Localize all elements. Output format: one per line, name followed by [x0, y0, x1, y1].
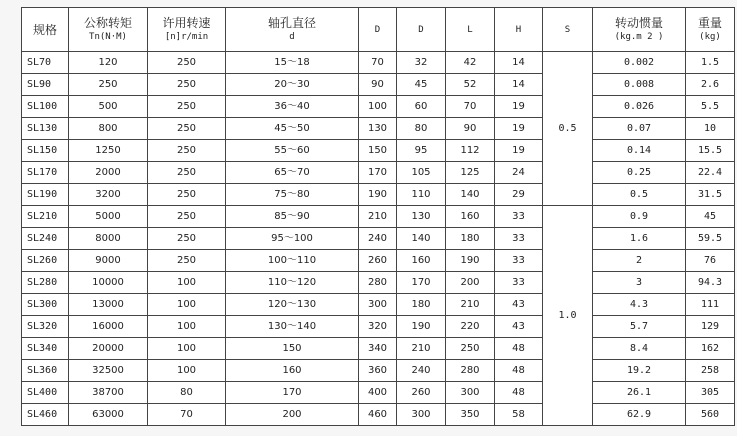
- table-row: [22, 140, 735, 162]
- table-cell: 63000: [69, 404, 148, 426]
- table-cell: 170: [226, 382, 359, 404]
- table-cell: 62.9: [593, 404, 686, 426]
- table-cell: 2: [593, 250, 686, 272]
- table-cell: 300: [359, 294, 397, 316]
- table-cell-model: SL360: [22, 360, 69, 382]
- table-cell-model: SL320: [22, 316, 69, 338]
- table-cell: 52: [446, 74, 495, 96]
- table-cell: 33: [495, 272, 543, 294]
- table-row: [22, 338, 735, 360]
- table-cell: 29: [495, 184, 543, 206]
- table-cell: 95～100: [226, 228, 359, 250]
- table-cell: 130: [359, 118, 397, 140]
- table-body: [22, 52, 735, 426]
- table-row: [22, 74, 735, 96]
- table-cell: 150: [359, 140, 397, 162]
- table-cell: 65～70: [226, 162, 359, 184]
- table-cell: 100: [148, 272, 226, 294]
- table-cell: 55～60: [226, 140, 359, 162]
- table-cell: 31.5: [686, 184, 735, 206]
- table-cell-s-group: 0.5: [543, 52, 593, 206]
- table-cell: 10000: [69, 272, 148, 294]
- table-cell: 4.3: [593, 294, 686, 316]
- table-cell: 1.6: [593, 228, 686, 250]
- spec-table-container: [21, 7, 735, 426]
- table-row: [22, 206, 735, 228]
- table-cell: 105: [397, 162, 446, 184]
- table-cell: 60: [397, 96, 446, 118]
- table-cell-model: SL300: [22, 294, 69, 316]
- table-cell: 560: [686, 404, 735, 426]
- column-header: [22, 8, 69, 52]
- table-cell: 15.5: [686, 140, 735, 162]
- table-cell: 5000: [69, 206, 148, 228]
- table-cell: 250: [148, 140, 226, 162]
- column-header: [397, 8, 446, 52]
- table-cell: 250: [69, 74, 148, 96]
- table-cell: 5.7: [593, 316, 686, 338]
- column-header-unit: (kg): [699, 32, 721, 42]
- table-cell: 160: [397, 250, 446, 272]
- table-cell: 95: [397, 140, 446, 162]
- table-cell: 250: [148, 52, 226, 74]
- table-cell: 140: [446, 184, 495, 206]
- table-cell: 210: [446, 294, 495, 316]
- table-cell: 2000: [69, 162, 148, 184]
- table-row: [22, 382, 735, 404]
- table-cell: 90: [446, 118, 495, 140]
- table-cell: 94.3: [686, 272, 735, 294]
- table-cell: 250: [148, 96, 226, 118]
- table-cell-model: SL90: [22, 74, 69, 96]
- table-cell: 42: [446, 52, 495, 74]
- table-cell: 16000: [69, 316, 148, 338]
- table-cell: 3: [593, 272, 686, 294]
- table-cell: 250: [148, 250, 226, 272]
- table-cell: 0.25: [593, 162, 686, 184]
- table-row: [22, 272, 735, 294]
- table-cell: 170: [359, 162, 397, 184]
- table-cell: 150: [226, 338, 359, 360]
- table-cell: 100: [148, 316, 226, 338]
- table-cell: 250: [148, 206, 226, 228]
- table-cell: 75～80: [226, 184, 359, 206]
- table-cell-model: SL240: [22, 228, 69, 250]
- table-cell: 33: [495, 228, 543, 250]
- table-cell: 280: [359, 272, 397, 294]
- table-row: [22, 96, 735, 118]
- table-cell: 190: [446, 250, 495, 272]
- table-cell: 210: [397, 338, 446, 360]
- table-cell: 180: [397, 294, 446, 316]
- table-cell: 36～40: [226, 96, 359, 118]
- table-cell: 280: [446, 360, 495, 382]
- table-cell-model: SL460: [22, 404, 69, 426]
- table-cell: 8000: [69, 228, 148, 250]
- table-cell: 0.002: [593, 52, 686, 74]
- table-cell: 70: [446, 96, 495, 118]
- table-cell: 400: [359, 382, 397, 404]
- column-header-title: D: [374, 24, 381, 35]
- column-header: [495, 8, 543, 52]
- table-cell: 162: [686, 338, 735, 360]
- table-cell: 250: [148, 228, 226, 250]
- table-cell: 85～90: [226, 206, 359, 228]
- table-row: [22, 162, 735, 184]
- table-cell: 80: [148, 382, 226, 404]
- table-cell: 120～130: [226, 294, 359, 316]
- table-cell: 13000: [69, 294, 148, 316]
- table-row: [22, 250, 735, 272]
- table-cell: 0.07: [593, 118, 686, 140]
- table-cell-model: SL400: [22, 382, 69, 404]
- table-row: [22, 294, 735, 316]
- table-cell: 250: [446, 338, 495, 360]
- table-row: [22, 360, 735, 382]
- table-cell: 45～50: [226, 118, 359, 140]
- table-cell-model: SL150: [22, 140, 69, 162]
- table-cell: 100～110: [226, 250, 359, 272]
- table-cell: 250: [148, 184, 226, 206]
- table-cell: 3200: [69, 184, 148, 206]
- table-cell: 200: [226, 404, 359, 426]
- table-cell: 43: [495, 316, 543, 338]
- table-row: [22, 404, 735, 426]
- table-cell: 0.5: [593, 184, 686, 206]
- table-cell: 15～18: [226, 52, 359, 74]
- table-cell: 19: [495, 118, 543, 140]
- table-cell: 2.6: [686, 74, 735, 96]
- column-header-title: 轴孔直径: [267, 16, 316, 30]
- column-header: [226, 8, 359, 52]
- table-cell: 26.1: [593, 382, 686, 404]
- table-cell: 100: [148, 338, 226, 360]
- table-cell: 14: [495, 52, 543, 74]
- table-cell: 190: [397, 316, 446, 338]
- column-header: [359, 8, 397, 52]
- table-cell: 120: [69, 52, 148, 74]
- column-header-title: D: [418, 24, 424, 35]
- table-cell: 10: [686, 118, 735, 140]
- column-header-unit: d: [289, 32, 295, 42]
- table-cell-model: SL100: [22, 96, 69, 118]
- column-header-title: L: [467, 24, 473, 35]
- table-cell-model: SL170: [22, 162, 69, 184]
- table-cell: 76: [686, 250, 735, 272]
- table-cell-model: SL210: [22, 206, 69, 228]
- table-cell: 305: [686, 382, 735, 404]
- table-cell: 250: [148, 118, 226, 140]
- table-cell: 220: [446, 316, 495, 338]
- table-cell: 100: [148, 294, 226, 316]
- table-cell: 70: [359, 52, 397, 74]
- column-header-title: 公称转矩: [83, 16, 132, 30]
- column-header-unit: (kg.m 2 ): [614, 32, 664, 42]
- table-cell: 5.5: [686, 96, 735, 118]
- table-cell: 300: [397, 404, 446, 426]
- table-cell: 110: [397, 184, 446, 206]
- table-cell: 300: [446, 382, 495, 404]
- table-cell-model: SL190: [22, 184, 69, 206]
- table-cell: 20～30: [226, 74, 359, 96]
- table-row: [22, 184, 735, 206]
- table-cell: 8.4: [593, 338, 686, 360]
- table-cell: 160: [446, 206, 495, 228]
- column-header-unit: Tn(N·M): [89, 32, 127, 42]
- table-cell: 250: [148, 74, 226, 96]
- table-cell: 33: [495, 206, 543, 228]
- table-cell: 200: [446, 272, 495, 294]
- table-cell-model: SL340: [22, 338, 69, 360]
- table-cell: 360: [359, 360, 397, 382]
- column-header-title: H: [515, 24, 522, 35]
- table-cell: 350: [446, 404, 495, 426]
- table-cell: 110～120: [226, 272, 359, 294]
- table-cell: 100: [148, 360, 226, 382]
- table-cell: 9000: [69, 250, 148, 272]
- table-cell-model: SL280: [22, 272, 69, 294]
- column-header: [593, 8, 686, 52]
- table-row: [22, 316, 735, 338]
- table-cell: 43: [495, 294, 543, 316]
- table-cell-model: SL130: [22, 118, 69, 140]
- table-cell: 460: [359, 404, 397, 426]
- table-cell: 258: [686, 360, 735, 382]
- table-cell: 125: [446, 162, 495, 184]
- table-row: [22, 228, 735, 250]
- table-cell: 20000: [69, 338, 148, 360]
- table-cell: 80: [397, 118, 446, 140]
- column-header-title: S: [564, 24, 571, 35]
- column-header: [446, 8, 495, 52]
- table-cell-model: SL260: [22, 250, 69, 272]
- table-cell: 500: [69, 96, 148, 118]
- column-header-title: 转动惯量: [614, 16, 663, 30]
- table-cell: 14: [495, 74, 543, 96]
- table-cell: 210: [359, 206, 397, 228]
- table-cell: 170: [397, 272, 446, 294]
- table-cell: 22.4: [686, 162, 735, 184]
- table-cell: 1.5: [686, 52, 735, 74]
- header-row: [22, 8, 735, 52]
- table-cell: 19: [495, 140, 543, 162]
- table-cell: 0.008: [593, 74, 686, 96]
- table-cell: 19: [495, 96, 543, 118]
- table-cell: 250: [148, 162, 226, 184]
- table-cell: 240: [397, 360, 446, 382]
- coupling-spec-table: [21, 7, 735, 426]
- table-cell: 112: [446, 140, 495, 162]
- table-cell: 130～140: [226, 316, 359, 338]
- table-cell: 48: [495, 360, 543, 382]
- column-header: [686, 8, 735, 52]
- table-cell: 340: [359, 338, 397, 360]
- table-cell: 100: [359, 96, 397, 118]
- table-cell-s-group: 1.0: [543, 206, 593, 426]
- table-cell: 0.9: [593, 206, 686, 228]
- table-cell: 260: [397, 382, 446, 404]
- table-cell: 180: [446, 228, 495, 250]
- table-cell: 140: [397, 228, 446, 250]
- table-cell: 320: [359, 316, 397, 338]
- column-header-unit: [n]r/min: [164, 32, 209, 42]
- column-header: [69, 8, 148, 52]
- table-row: [22, 52, 735, 74]
- table-cell: 45: [686, 206, 735, 228]
- table-cell: 48: [495, 338, 543, 360]
- column-header-title: 重量: [697, 16, 722, 30]
- column-header: [148, 8, 226, 52]
- table-cell: 240: [359, 228, 397, 250]
- table-cell: 190: [359, 184, 397, 206]
- table-row: [22, 118, 735, 140]
- table-cell: 800: [69, 118, 148, 140]
- table-cell: 1250: [69, 140, 148, 162]
- table-cell: 0.026: [593, 96, 686, 118]
- table-cell: 70: [148, 404, 226, 426]
- table-cell: 0.14: [593, 140, 686, 162]
- table-cell: 32500: [69, 360, 148, 382]
- table-cell: 160: [226, 360, 359, 382]
- column-header-title: 规格: [32, 22, 57, 37]
- table-cell: 33: [495, 250, 543, 272]
- table-cell: 260: [359, 250, 397, 272]
- table-cell: 111: [686, 294, 735, 316]
- table-cell: 24: [495, 162, 543, 184]
- column-header-title: 许用转速: [162, 16, 211, 30]
- table-cell: 90: [359, 74, 397, 96]
- table-cell: 48: [495, 382, 543, 404]
- column-header: [543, 8, 593, 52]
- table-cell: 129: [686, 316, 735, 338]
- table-cell: 19.2: [593, 360, 686, 382]
- table-cell-model: SL70: [22, 52, 69, 74]
- table-cell: 130: [397, 206, 446, 228]
- table-cell: 45: [397, 74, 446, 96]
- table-cell: 58: [495, 404, 543, 426]
- table-cell: 59.5: [686, 228, 735, 250]
- table-cell: 38700: [69, 382, 148, 404]
- table-cell: 32: [397, 52, 446, 74]
